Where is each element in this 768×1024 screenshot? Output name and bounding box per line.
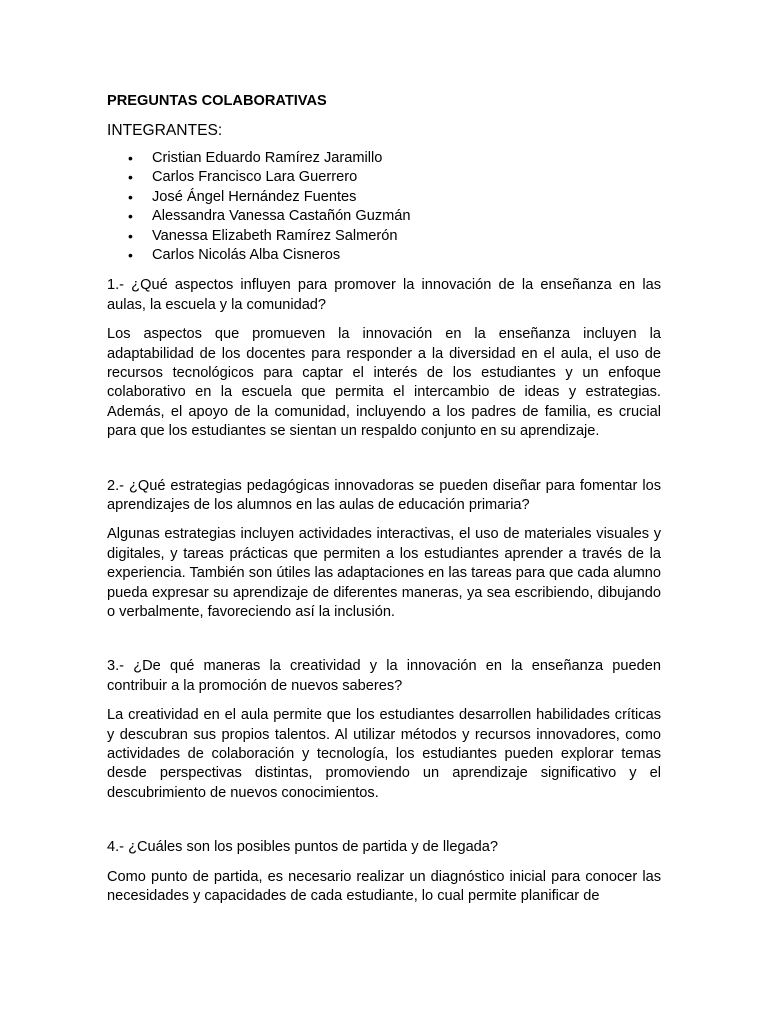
answer-2: Algunas estrategias incluyen actividades interactivas, el uso de materiales visuales y digitales, y tareas prácticas que permiten a los estudiantes aprender a través de la experiencia. También son útiles las adaptaciones en las tareas para que cada alumno pueda expresar su aprendizaje de diferentes maneras, ya sea escribiendo, dibujando o verbalmente, favoreciendo así la inclusión. — [107, 526, 661, 621]
question-3: 3.- ¿De qué maneras la creatividad y la innovación en la enseñanza pueden contribuir a la promoción de nuevos saberes? — [107, 658, 661, 694]
list-item — [107, 246, 661, 265]
member-name: Cristian Eduardo Ramírez Jaramillo — [152, 150, 383, 166]
bullet-icon: • — [128, 150, 133, 166]
section-1 — [107, 276, 661, 441]
member-name: José Ángel Hernández Fuentes — [152, 188, 357, 205]
bullet-icon: • — [128, 246, 133, 263]
document-title: PREGUNTAS COLABORATIVAS — [107, 93, 327, 109]
members-list — [107, 149, 661, 265]
bullet-icon: • — [128, 169, 133, 186]
section-3 — [107, 657, 661, 803]
list-item — [107, 207, 661, 226]
question-2: 2.- ¿Qué estrategias pedagógicas innovadoras se pueden diseñar para fomentar los aprendizajes de los alumnos en las aulas de educación primaria? — [107, 477, 661, 513]
bullet-icon: • — [128, 188, 133, 205]
section-4 — [107, 838, 661, 906]
answer-1: Los aspectos que promueven la innovación en la enseñanza incluyen la adaptabilidad de los docentes para responder a la diversidad en el aula, el uso de recursos tecnológicos para captar el interés de los estudiantes y un enfoque colaborativo en la escuela que permita el intercambio de ideas y estrategias. Además, el apoyo de la comunidad, incluyendo a los padres de familia, es crucial para que los estudiantes se sientan un respaldo conjunto en su aprendizaje. — [107, 326, 661, 440]
members-label: INTEGRANTES: — [107, 122, 223, 139]
bullet-icon: • — [128, 208, 133, 225]
list-item — [107, 227, 661, 246]
question-4: 4.- ¿Cuáles son los posibles puntos de partida y de llegada? — [107, 839, 499, 856]
document-page — [107, 92, 661, 907]
member-name: Carlos Nicolás Alba Cisneros — [152, 246, 341, 263]
member-name: Vanessa Elizabeth Ramírez Salmerón — [152, 227, 398, 244]
list-item — [107, 188, 661, 207]
list-item — [107, 168, 661, 187]
member-name: Alessandra Vanessa Castañón Guzmán — [152, 208, 411, 225]
question-1: 1.- ¿Qué aspectos influyen para promover la innovación de la enseñanza en las aulas, la escuela y la comunidad? — [107, 277, 661, 313]
answer-4: Como punto de partida, es necesario realizar un diagnóstico inicial para conocer las necesidades y capacidades de cada estudiante, lo cual permite planificar de — [107, 868, 661, 905]
member-name: Carlos Francisco Lara Guerrero — [152, 169, 358, 186]
answer-3: La creatividad en el aula permite que los estudiantes desarrollen habilidades críticas y descubran sus propios talentos. Al utilizar métodos y recursos innovadores, como actividades de colaboración y tecnología, los estudiantes pueden explorar temas desde perspectivas distintas, promoviendo un aprendizaje significativo y el descubrimiento de nuevos conocimientos. — [107, 707, 661, 801]
list-item — [107, 149, 661, 168]
bullet-icon: • — [128, 227, 133, 244]
section-2 — [107, 477, 661, 623]
